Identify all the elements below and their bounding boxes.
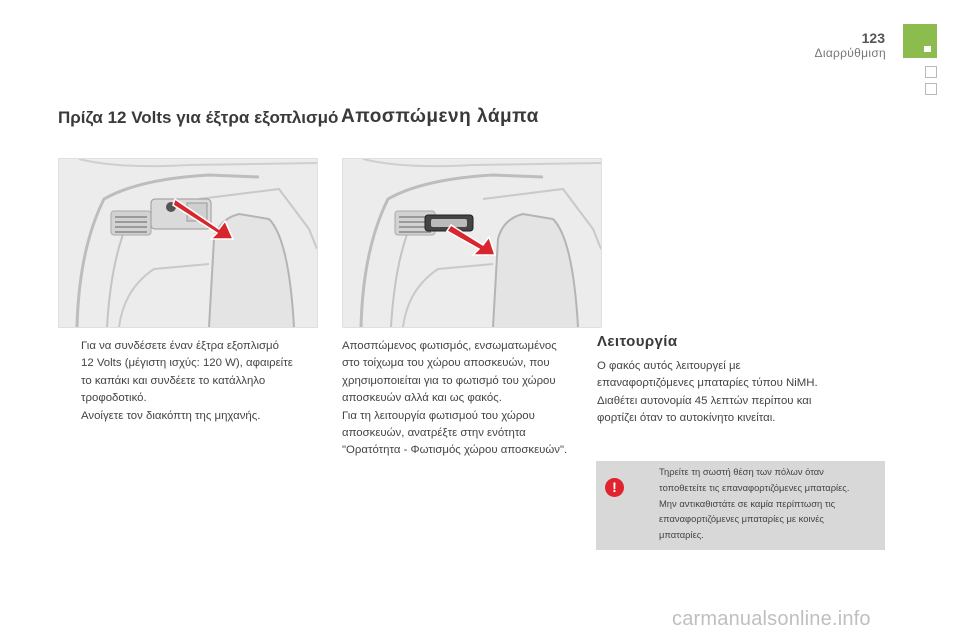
text-line: "Ορατότητα - Φωτισμός χώρου αποσκευών". <box>342 444 568 457</box>
text-line: 12 Volts (μέγιστη ισχύς: 120 W), αφαιρείτε <box>81 357 293 370</box>
text-line: Για τη λειτουργία φωτισμού του χώρου <box>342 409 535 422</box>
lamp-title: Αποσπώμενη λάμπα <box>341 106 539 127</box>
lamp-description <box>342 338 602 460</box>
nav-square-icon <box>925 66 937 78</box>
text-line: το καπάκι και συνδέετε το κατάλληλο <box>81 374 266 387</box>
text-line: αποσκευών αλλά και ως φακός. <box>342 392 502 405</box>
text-line: Για να συνδέσετε έναν έξτρα εξοπλισμό <box>81 340 279 352</box>
text-line: Διαθέτει αυτονομία 45 λεπτών περίπου και <box>597 394 812 407</box>
text-line: επαναφορτιζόμενες μπαταρίες με κοινές <box>659 513 824 525</box>
socket-title: Πρίζα 12 Volts για έξτρα εξοπλισμό <box>58 108 339 127</box>
list-item <box>60 408 320 425</box>
chapter-tab <box>903 24 937 58</box>
text-line: χρησιμοποιείται για το φωτισμό του χώρου <box>342 374 556 387</box>
text-line: αποσκευών, ανατρέξτε στην ενότητα <box>342 427 526 440</box>
page-number: 123 <box>861 30 885 46</box>
tab-marker-icon <box>924 46 931 52</box>
nav-square-icon <box>925 83 937 95</box>
warning-text <box>659 464 881 543</box>
text-line: Ανοίγετε τον διακόπτη της μηχανής. <box>81 409 261 422</box>
watermark: carmanualsonline.info <box>672 608 871 630</box>
text-line: επαναφορτιζόμενες μπαταρίες τύπου NiMH. <box>597 377 818 390</box>
warning-box <box>596 461 885 550</box>
socket-instructions <box>60 338 320 425</box>
trunk-socket-illustration <box>59 159 317 327</box>
text-line: Ο φακός αυτός λειτουργεί με <box>597 360 741 372</box>
exclamation-icon: ! <box>605 478 624 497</box>
text-line: Τηρείτε τη σωστή θέση των πόλων όταν <box>659 466 824 477</box>
section-name: Διαρρύθμιση <box>814 46 886 60</box>
operation-heading: Λειτουργία <box>597 333 678 350</box>
text-line: τοποθετείτε τις επαναφορτιζόμενες μπαταρίες. <box>659 481 850 493</box>
trunk-lamp-illustration <box>343 159 601 327</box>
text-line: τροφοδοτικό. <box>81 392 147 405</box>
socket-photo <box>58 158 318 328</box>
lamp-photo <box>342 158 602 328</box>
operation-description <box>597 358 887 428</box>
list-item <box>60 338 320 408</box>
text-line: μπαταρίες. <box>659 529 704 541</box>
text-line: φορτίζει όταν το αυτοκίνητο κινείται. <box>597 412 776 425</box>
text-line: Μην αντικαθιστάτε σε καμία περίπτωση τις <box>659 497 836 509</box>
text-line: στο τοίχωμα του χώρου αποσκευών, που <box>342 357 550 370</box>
text-line: Αποσπώμενος φωτισμός, ενσωματωμένος <box>342 340 557 352</box>
